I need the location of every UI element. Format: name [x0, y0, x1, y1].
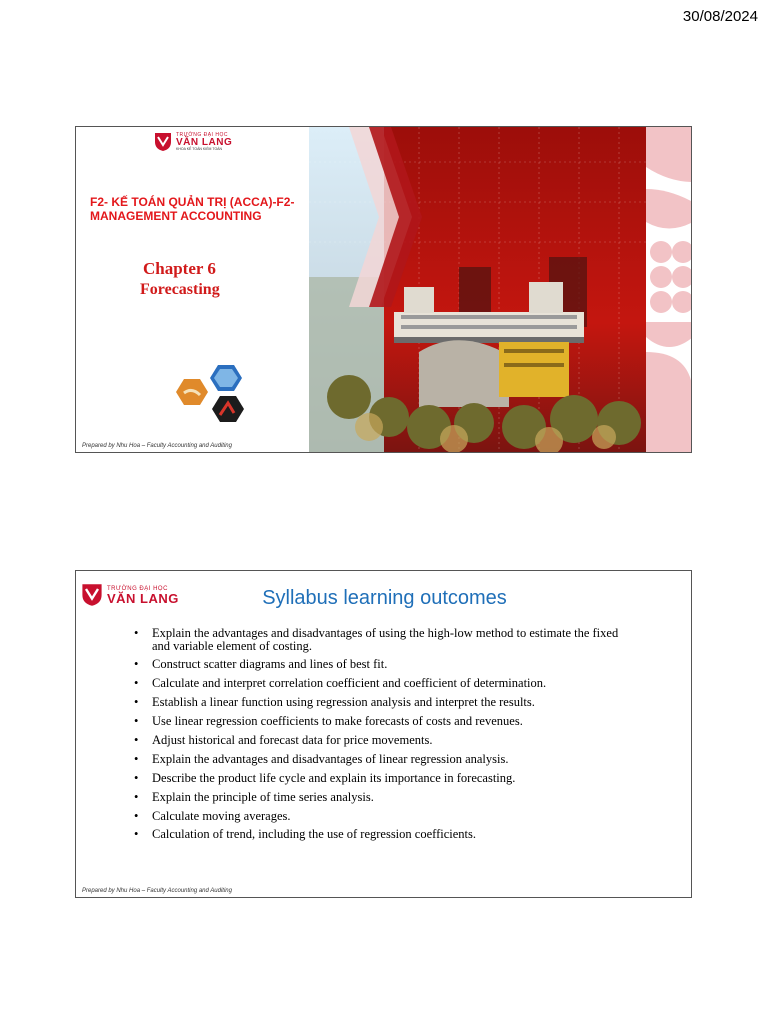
outcome-text: Calculation of trend, including the use of regression coefficients.	[152, 827, 476, 842]
bullet-icon: •	[134, 827, 139, 842]
chapter-subtitle: Forecasting	[140, 281, 220, 298]
logo-line1: TRƯỜNG ĐẠI HỌC	[107, 585, 168, 592]
outcome-text: Establish a linear function using regression analysis and interpret the results.	[152, 695, 535, 710]
outcome-text: Explain the advantages and disadvantages of linear regression analysis.	[152, 751, 509, 766]
campus-hero-image	[309, 127, 692, 453]
list-item	[132, 772, 632, 785]
list-item	[132, 715, 632, 728]
chapter-heading: Chapter 6	[143, 259, 216, 278]
bullet-icon: •	[134, 789, 139, 804]
slide-footer: Prepared by Nhu Hoa – Faculty Accounting and Auditing	[82, 443, 232, 449]
bullet-icon: •	[134, 695, 139, 710]
outcome-text: Use linear regression coefficients to make forecasts of costs and revenues.	[152, 714, 523, 729]
slide-title	[75, 126, 692, 453]
outcome-text: Explain the principle of time series analysis.	[152, 789, 374, 804]
learning-outcomes-list	[132, 627, 632, 847]
list-item	[132, 677, 632, 690]
outcome-text: Adjust historical and forecast data for price movements.	[152, 732, 433, 747]
bullet-icon: •	[134, 626, 139, 640]
slide-heading: Syllabus learning outcomes	[262, 587, 507, 609]
outcome-text: Calculate moving averages.	[152, 808, 291, 823]
slide-footer: Prepared by Nhu Hoa – Faculty Accounting and Auditing	[82, 888, 232, 894]
logo-name: VĂN LANG	[107, 590, 179, 606]
outcome-text: Explain the advantages and disadvantages of using the high-low method to estimate the fixed and variable element of costing.	[152, 626, 619, 653]
outcome-text: Construct scatter diagrams and lines of best fit.	[152, 657, 388, 672]
shield-icon	[154, 132, 172, 152]
list-item	[132, 696, 632, 709]
outcome-text: Describe the product life cycle and explain its importance in forecasting.	[152, 770, 516, 785]
logo-name: VĂN LANG	[176, 136, 233, 148]
list-item	[132, 734, 632, 747]
list-item	[132, 791, 632, 804]
logo-line1: TRƯỜNG ĐẠI HỌC	[176, 131, 228, 138]
university-logo	[154, 132, 232, 152]
list-item	[132, 627, 632, 652]
bullet-icon: •	[134, 770, 139, 785]
logo-faculty: KHOA KẾ TOÁN KIỂM TOÁN	[176, 146, 223, 151]
bullet-icon: •	[134, 676, 139, 691]
slide-outcomes	[75, 570, 692, 898]
list-item	[132, 753, 632, 766]
bullet-icon: •	[134, 751, 139, 766]
bullet-icon: •	[134, 657, 139, 672]
bullet-icon: •	[134, 732, 139, 747]
list-item	[132, 828, 632, 841]
list-item	[132, 658, 632, 671]
bullet-icon: •	[134, 714, 139, 729]
outcome-text: Calculate and interpret correlation coefficient and coefficient of determination.	[152, 676, 547, 691]
bullet-icon: •	[134, 808, 139, 823]
course-title: F2- KẾ TOÁN QUẢN TRỊ (ACCA)-F2-MANAGEMENT ACCOUNTING	[90, 195, 295, 223]
list-item	[132, 810, 632, 823]
page-date: 30/08/2024	[682, 8, 758, 25]
hexagon-images	[176, 363, 266, 428]
